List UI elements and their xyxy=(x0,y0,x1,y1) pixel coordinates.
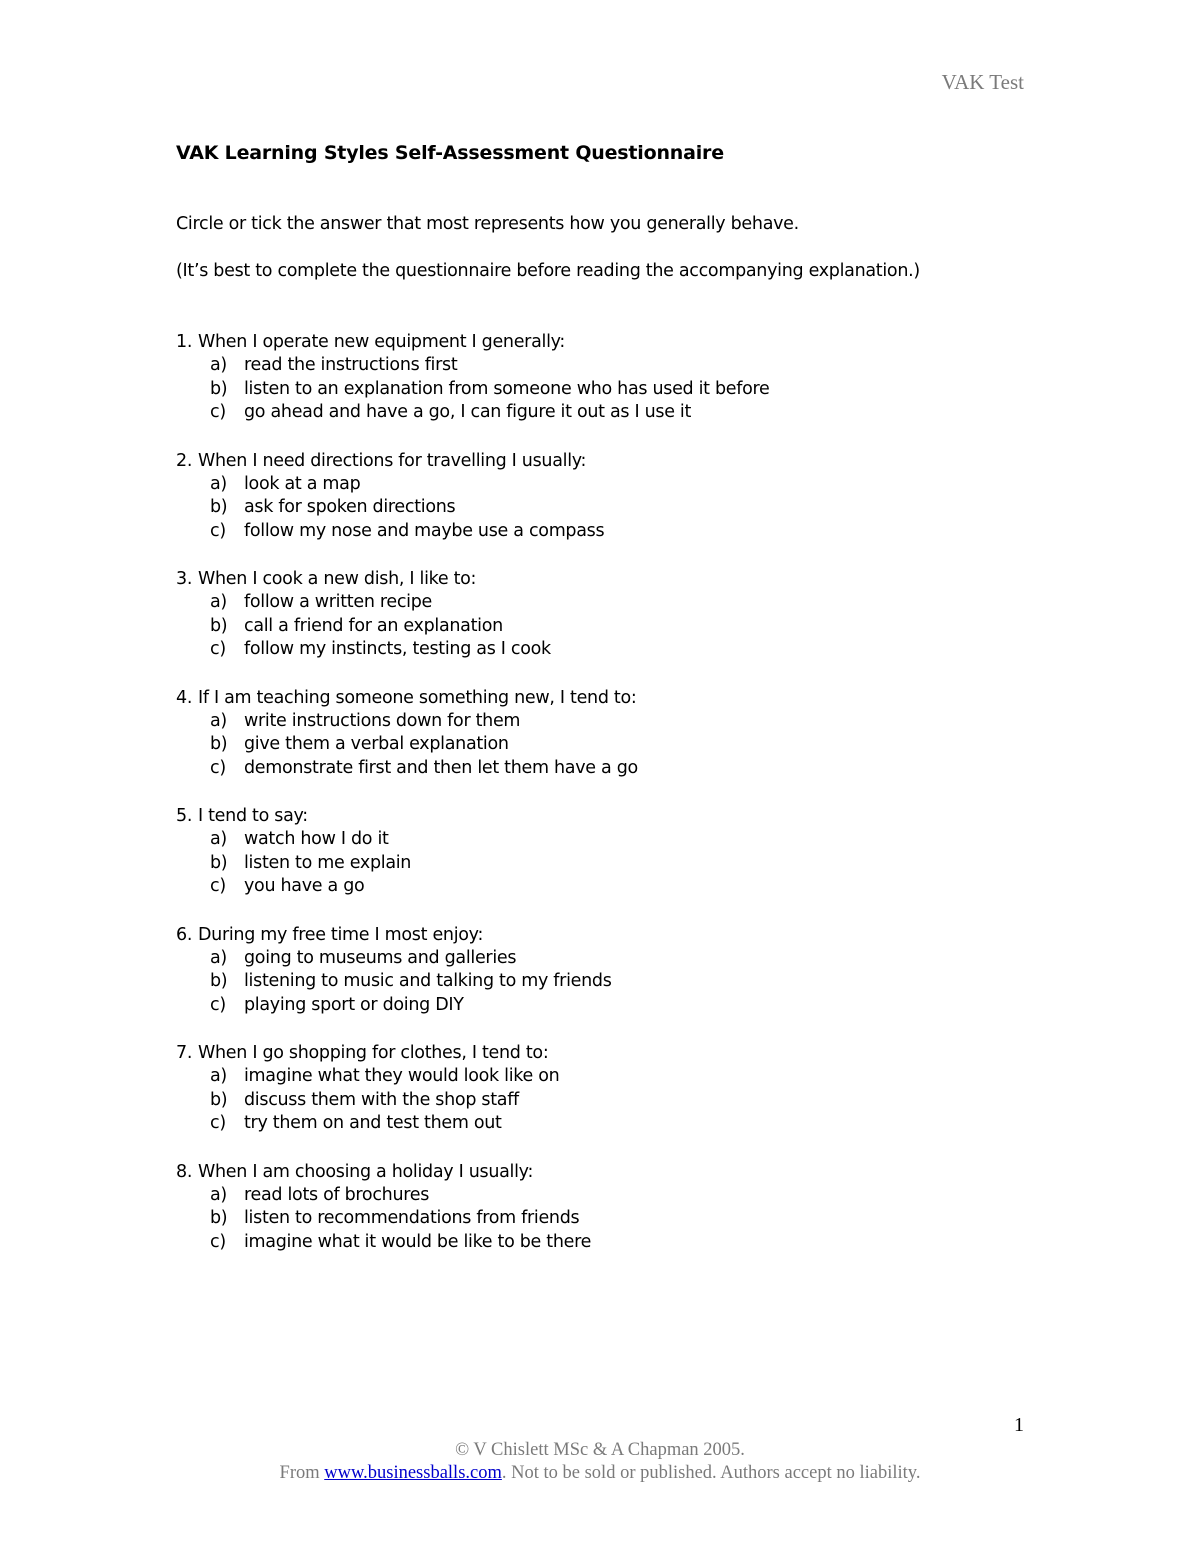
footer-copyright: © V Chislett MSc & A Chapman 2005. xyxy=(455,1440,745,1460)
option-text: ask for spoken directions xyxy=(244,497,456,517)
option-letter: c) xyxy=(210,639,226,659)
option-letter: c) xyxy=(210,994,226,1015)
question-number: 3. xyxy=(176,569,193,589)
option-item[interactable] xyxy=(176,852,1056,876)
option-item[interactable] xyxy=(176,591,1056,615)
option-text: listen to recommendations from friends xyxy=(244,1208,580,1228)
option-text: read the instructions first xyxy=(244,355,458,375)
option-letter: a) xyxy=(210,947,227,968)
option-text: imagine what they would look like on xyxy=(244,1066,560,1086)
option-text: listening to music and talking to my friends xyxy=(244,971,612,991)
option-item[interactable] xyxy=(176,1184,1056,1208)
option-text: you have a go xyxy=(244,876,365,896)
option-text: watch how I do it xyxy=(244,829,389,849)
question-number: 5. xyxy=(176,806,193,826)
option-text: write instructions down for them xyxy=(244,710,521,731)
option-letter: c) xyxy=(210,520,226,541)
option-item[interactable] xyxy=(176,615,1056,639)
option-letter: a) xyxy=(210,355,227,375)
option-item[interactable] xyxy=(176,947,1056,971)
option-letter: a) xyxy=(210,1066,227,1086)
option-letter: a) xyxy=(210,1184,227,1205)
businessballs-link[interactable]: www.businessballs.com xyxy=(324,1463,502,1483)
option-text: follow a written recipe xyxy=(244,592,433,612)
option-letter: c) xyxy=(210,876,226,896)
option-text: demonstrate first and then let them have a go xyxy=(244,757,638,778)
option-item[interactable] xyxy=(176,1231,1056,1255)
option-item[interactable] xyxy=(176,828,1056,852)
footer-source xyxy=(0,1463,1200,1484)
question-number: 2. xyxy=(176,450,193,471)
footer-from-label: From xyxy=(279,1463,325,1483)
option-letter: c) xyxy=(210,1231,226,1252)
option-text: go ahead and have a go, I can figure it out as I use it xyxy=(244,402,692,422)
question-2 xyxy=(176,449,1056,544)
instruction-line: Circle or tick the answer that most represents how you generally behave. xyxy=(176,214,799,234)
question-7 xyxy=(176,1041,1056,1136)
option-item[interactable] xyxy=(176,473,1056,497)
option-item[interactable] xyxy=(176,1207,1056,1231)
instruction-note: (It’s best to complete the questionnaire before reading the accompanying explanation.) xyxy=(176,261,920,281)
question-6 xyxy=(176,923,1056,1018)
option-item[interactable] xyxy=(176,520,1056,544)
document-title: VAK Learning Styles Self-Assessment Questionnaire xyxy=(176,142,724,164)
option-letter: c) xyxy=(210,402,226,422)
option-item[interactable] xyxy=(176,378,1056,402)
option-letter: a) xyxy=(210,710,227,731)
option-letter: b) xyxy=(210,615,228,636)
option-item[interactable] xyxy=(176,710,1056,734)
option-letter: b) xyxy=(210,734,228,754)
question-text: When I cook a new dish, I like to: xyxy=(198,569,477,589)
question-text: During my free time I most enjoy: xyxy=(198,924,484,945)
question-1 xyxy=(176,330,1056,425)
option-text: follow my instincts, testing as I cook xyxy=(244,639,551,659)
option-item[interactable] xyxy=(176,733,1056,757)
option-item[interactable] xyxy=(176,1089,1056,1113)
question-number: 4. xyxy=(176,687,193,708)
option-letter: b) xyxy=(210,852,228,873)
question-number: 6. xyxy=(176,924,193,945)
option-letter: b) xyxy=(210,378,228,399)
option-text: going to museums and galleries xyxy=(244,947,517,968)
question-number: 8. xyxy=(176,1161,193,1182)
option-text: listen to me explain xyxy=(244,852,412,873)
question-3 xyxy=(176,567,1056,662)
option-item[interactable] xyxy=(176,354,1056,378)
option-letter: a) xyxy=(210,592,227,612)
question-text: I tend to say: xyxy=(198,806,308,826)
question-number: 7. xyxy=(176,1043,193,1063)
option-letter: a) xyxy=(210,473,227,494)
header-doc-label: VAK Test xyxy=(941,70,1024,94)
option-letter: b) xyxy=(210,497,228,517)
option-item[interactable] xyxy=(176,1065,1056,1089)
option-letter: b) xyxy=(210,1089,228,1110)
question-text: When I am choosing a holiday I usually: xyxy=(198,1161,534,1182)
option-text: try them on and test them out xyxy=(244,1113,502,1133)
option-text: look at a map xyxy=(244,473,361,494)
option-item[interactable] xyxy=(176,994,1056,1018)
option-item[interactable] xyxy=(176,638,1056,662)
option-text: follow my nose and maybe use a compass xyxy=(244,520,605,541)
option-item[interactable] xyxy=(176,496,1056,520)
question-number: 1. xyxy=(176,332,193,352)
option-text: read lots of brochures xyxy=(244,1184,430,1205)
option-letter: c) xyxy=(210,757,226,778)
question-8 xyxy=(176,1160,1056,1255)
option-text: listen to an explanation from someone who has used it before xyxy=(244,378,770,399)
option-letter: b) xyxy=(210,971,228,991)
option-text: playing sport or doing DIY xyxy=(244,994,464,1015)
option-letter: b) xyxy=(210,1208,228,1228)
option-letter: a) xyxy=(210,829,227,849)
option-item[interactable] xyxy=(176,757,1056,781)
question-text: When I need directions for travelling I usually: xyxy=(198,450,587,471)
option-text: give them a verbal explanation xyxy=(244,734,509,754)
question-list xyxy=(176,330,1056,1278)
question-text: When I operate new equipment I generally: xyxy=(198,332,566,352)
option-item[interactable] xyxy=(176,1112,1056,1136)
option-item[interactable] xyxy=(176,970,1056,994)
question-text: When I go shopping for clothes, I tend to: xyxy=(198,1043,549,1063)
option-text: call a friend for an explanation xyxy=(244,615,503,636)
question-5 xyxy=(176,804,1056,899)
footer-disclaimer: . Not to be sold or published. Authors accept no liability. xyxy=(501,1463,921,1483)
option-item[interactable] xyxy=(176,401,1056,425)
option-text: imagine what it would be like to be there xyxy=(244,1231,592,1252)
option-text: discuss them with the shop staff xyxy=(244,1089,519,1110)
page-number: 1 xyxy=(1014,1414,1024,1436)
option-letter: c) xyxy=(210,1113,226,1133)
question-4 xyxy=(176,686,1056,781)
question-text: If I am teaching someone something new, I tend to: xyxy=(198,687,637,708)
option-item[interactable] xyxy=(176,875,1056,899)
